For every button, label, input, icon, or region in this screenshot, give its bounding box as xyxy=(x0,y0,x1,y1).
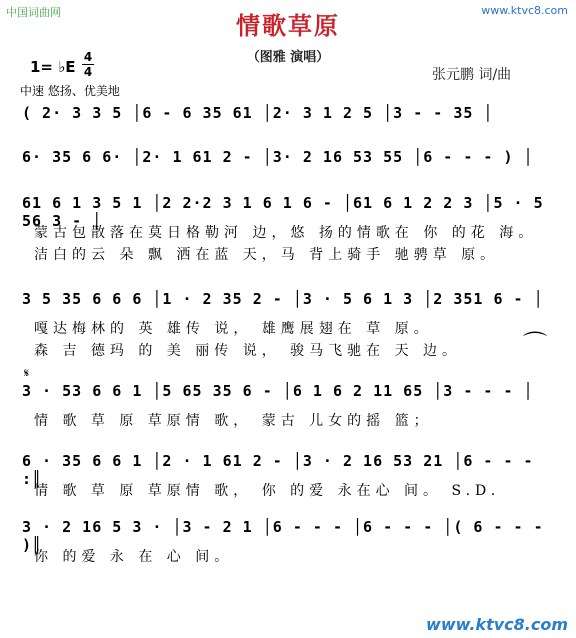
tempo-marking: 中速 悠扬、优美地 xyxy=(20,84,120,98)
notation-line: 6· 35 6 6· │2· 1 61 2 - │3· 2 16 53 55 │6 - - - ) │ xyxy=(22,148,534,166)
notation-line: 6 · 35 6 6 1 │2 · 1 61 2 - │3 · 2 16 53 21 │6 - - - :║ xyxy=(22,452,534,488)
lyric-verse-1: 蒙古包散落在莫日格勒河 边，悠 扬的情歌在 你 的花 海。 xyxy=(34,225,538,241)
song-title: 情歌草原 xyxy=(236,12,340,40)
meter-top: 4 xyxy=(83,50,93,64)
lyricist-composer: 张元鹏 词/曲 xyxy=(432,67,512,83)
meter-bottom: 4 xyxy=(83,65,93,79)
repeat-bracket: ⌒ xyxy=(523,330,547,358)
key-signature: 1= ♭E xyxy=(30,58,76,76)
lyric-verse-2: 森 吉 德玛 的 美 丽传 说， 骏马飞驰在 天 边。 xyxy=(34,343,462,359)
lyric-verse-2: 洁白的云 朵 飘 洒在蓝 天，马 背上骑手 驰骋草 原。 xyxy=(34,247,500,263)
notation-line: 3 · 53 6 6 1 │5 65 35 6 - │6 1 6 2 11 65 │3 - - - │ xyxy=(22,382,534,400)
time-signature xyxy=(82,51,94,78)
notation-line: ( 2· 3 3 5 │6 - 6 35 61 │2· 3 1 2 5 │3 - - 35 │ xyxy=(22,104,494,122)
segno-icon: 𝄋 xyxy=(24,366,30,380)
notation-line: 61 6 1 3 5 1 │2 2·2 3 1 6 1 6 - │61 6 1 2 2 3 │5 · 5 56 3 - │ xyxy=(22,194,544,230)
lyric-line: 情 歌 草 原 草原情 歌， 蒙古 儿女的摇 篮； xyxy=(34,413,433,429)
lyric-line: 你 的爱 永 在 心 间。 xyxy=(34,549,234,565)
performer-credit: （图雅 演唱） xyxy=(246,50,330,65)
lyric-verse-1: 嘎达梅林的 英 雄传 说， 雄鹰展翅在 草 原。 xyxy=(34,321,433,337)
watermark-top-left: 中国词曲网 xyxy=(6,6,61,19)
watermark-top-right: www.ktvc8.com xyxy=(481,4,568,17)
watermark-bottom-right: www.ktvc8.com xyxy=(426,615,568,634)
notation-line: 3 · 2 16 5 3 · │3 - 2 1 │6 - - - │6 - - - │( 6 - - - )║ xyxy=(22,518,544,554)
lyric-line: 情 歌 草 原 草原情 歌， 你 的爱 永在心 间。 S.D. xyxy=(34,483,501,499)
notation-line: 3 5 35 6 6 6 │1 · 2 35 2 - │3 · 5 6 1 3 │2 351 6 - │ xyxy=(22,290,544,308)
